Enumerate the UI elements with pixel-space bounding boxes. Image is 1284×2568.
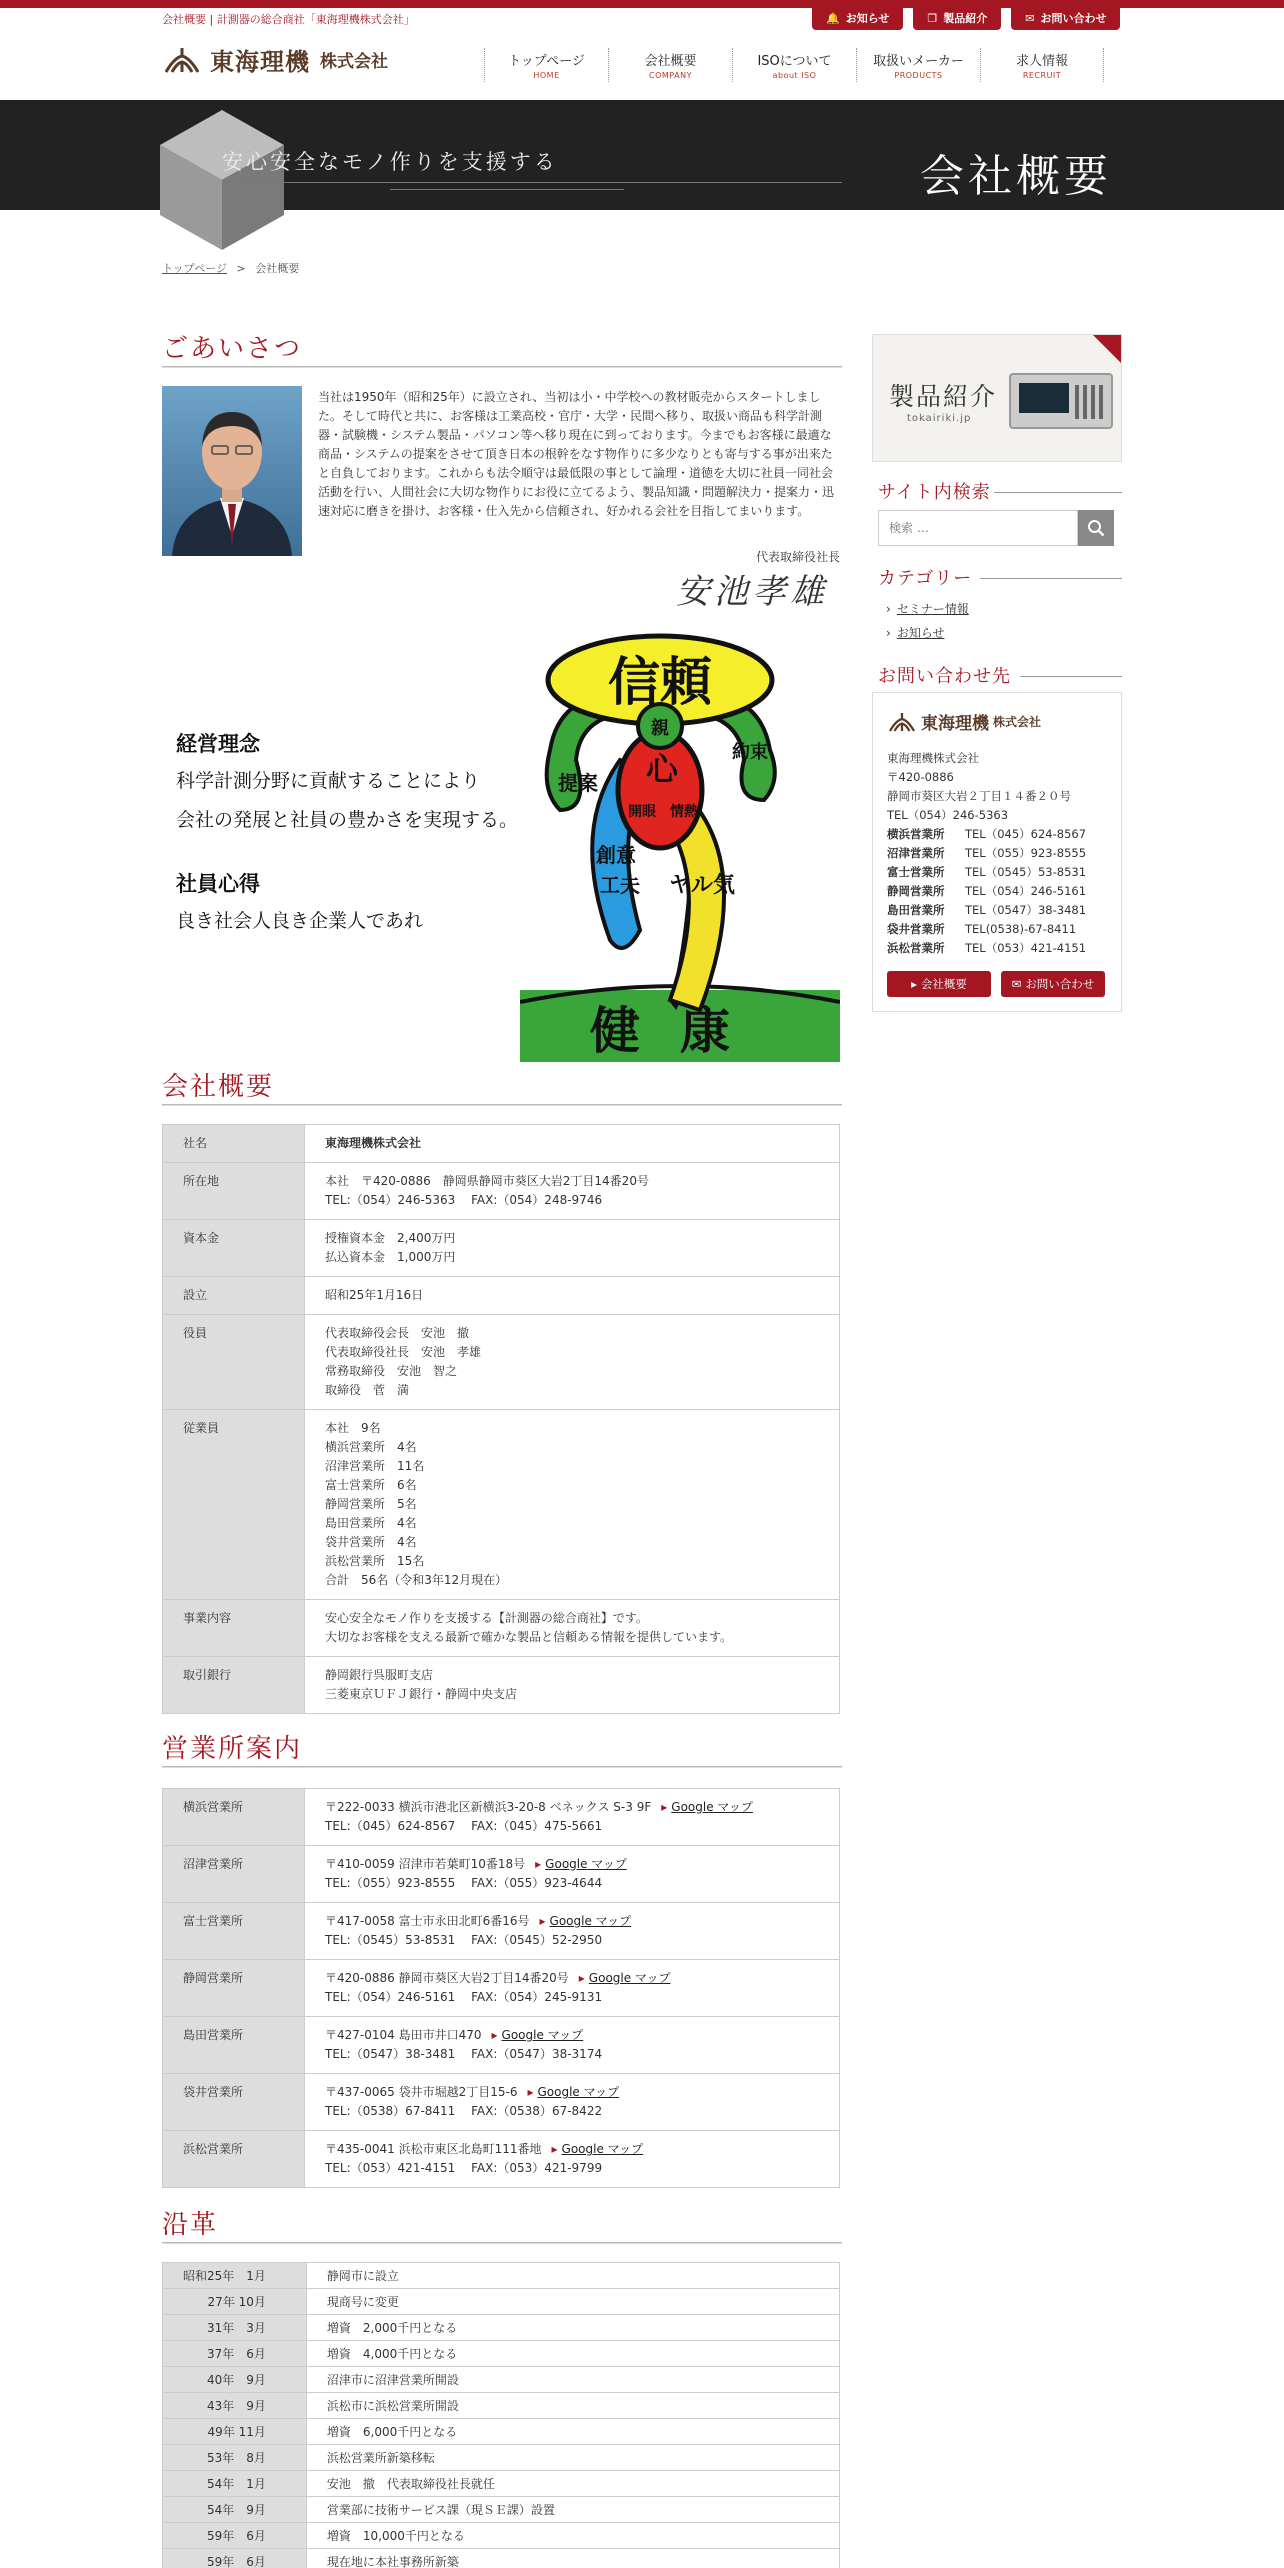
overview-value-line: 払込資本金 1,000万円 bbox=[325, 1250, 456, 1264]
overview-value-line: 浜松営業所 15名 bbox=[325, 1554, 425, 1568]
overview-value bbox=[305, 1125, 840, 1163]
contact-heading: お問い合わせ先 bbox=[878, 666, 1011, 687]
overview-row bbox=[163, 1163, 840, 1220]
instrument-icon bbox=[1009, 373, 1113, 429]
google-map-link[interactable]: ▸ Google マップ bbox=[492, 2028, 584, 2042]
art-word-kufu: 工夫 bbox=[600, 873, 640, 897]
overview-table bbox=[162, 1124, 840, 1714]
overview-value bbox=[305, 1277, 840, 1315]
banner-corner bbox=[1093, 335, 1121, 363]
branch-name: 袋井営業所 bbox=[887, 922, 945, 936]
logo-mark-icon bbox=[162, 46, 202, 74]
office-address-line bbox=[325, 1912, 819, 1931]
contact-details: 東海理機株式会社 〒420-0886 静岡市葵区大岩２丁目１４番２０号 TEL（054）246-5363 横浜営業所 TEL（045）624-8567 沼津営業所 TEL（055）923-8555 富士営業所 TEL（0545）53-8531 静岡営業所 TEL（054）246-5161 島田営業所 TEL（0547）38-3481 袋井営業所 TEL(0538)-67-8411 浜松営業所 TEL（053）421-4151 bbox=[887, 749, 1086, 958]
site-logo[interactable]: 東海理機 株式会社 bbox=[162, 42, 388, 77]
bell-icon: 🔔 bbox=[826, 11, 840, 25]
office-address: 〒437-0065 袋井市堀越2丁目15-6 bbox=[325, 2085, 518, 2099]
office-tel: TEL:（0545）53-8531 FAX:（0545）52-2950 bbox=[325, 1933, 603, 1947]
mail-icon: ✉ bbox=[1025, 11, 1035, 25]
overview-value-line: 本社 9名 bbox=[325, 1421, 381, 1435]
overview-value-line: 静岡営業所 5名 bbox=[325, 1497, 417, 1511]
history-year: 59年 6月 bbox=[163, 2549, 307, 2568]
art-head-word: 信頼 bbox=[607, 652, 713, 713]
history-event: 増資 2,000千円となる bbox=[306, 2315, 839, 2341]
hero-tagline: 安心安全なモノ作りを支援する bbox=[222, 150, 558, 174]
overview-label: 役員 bbox=[163, 1315, 305, 1410]
quick-links bbox=[812, 6, 1120, 30]
office-row bbox=[163, 2017, 840, 2074]
branch-row bbox=[887, 825, 1086, 844]
overview-label: 設立 bbox=[163, 1277, 305, 1315]
branch-name: 富士営業所 bbox=[887, 865, 945, 879]
art-word-teian: 提案 bbox=[558, 771, 598, 795]
branch-tel: TEL（053）421-4151 bbox=[965, 941, 1087, 955]
search-input[interactable] bbox=[878, 510, 1078, 546]
office-row bbox=[163, 1846, 840, 1903]
contact-logo: 東海理機 株式会社 bbox=[887, 709, 1041, 734]
overview-value-line: 島田営業所 4名 bbox=[325, 1516, 417, 1530]
history-year: 27年 10月 bbox=[163, 2289, 307, 2315]
history-event: 営業部に技術サービス課（現ＳＥ課）設置 bbox=[306, 2497, 839, 2523]
office-label: 島田営業所 bbox=[163, 2017, 305, 2074]
office-address-line bbox=[325, 2026, 819, 2045]
office-row bbox=[163, 2074, 840, 2131]
office-tel: TEL:（0547）38-3481 FAX:（0547）38-3174 bbox=[325, 2047, 603, 2061]
nav-company[interactable]: 会社概要 COMPANY bbox=[608, 48, 732, 82]
office-address: 〒410-0059 沼津市若葉町10番18号 bbox=[325, 1857, 526, 1871]
history-year: 53年 8月 bbox=[163, 2445, 307, 2471]
branch-row bbox=[887, 920, 1086, 939]
breadcrumb-home[interactable]: トップページ bbox=[162, 262, 228, 275]
hero-divider-short bbox=[390, 189, 624, 190]
nav-recruit[interactable]: 求人情報 RECRUIT bbox=[980, 48, 1104, 82]
cube-graphic-icon bbox=[160, 110, 284, 250]
history-year: 54年 1月 bbox=[163, 2471, 307, 2497]
overview-value-line: 取締役 菅 満 bbox=[325, 1383, 410, 1397]
history-row bbox=[163, 2315, 840, 2341]
greeting-text: 当社は1950年（昭和25年）に設立され、当初は小・中学校への教材販売からスタートしました。そして時代と共に、お客様は工業高校・官庁・大学・民間へ移り、取扱い商品も科学計測器・試験機・システム製品・パソコン等へ移り現在に到っております。今までもお客様に最適な商品・システムの提案をさせて頂き日本の根幹をなす物作りに多少なりとも寄与する事が出来たと自負しております。これからも法令順守は最低限の事として論理・道徳を大切に社員一同社会活動を行い、人間社会に大切な物作りにお役に立てるよう、製品知識・問題解決力・提案力・迅速対応に磨きを掛け、お客様・仕入先から信頼され、好かれる会社を目指してまいります。 bbox=[318, 390, 835, 518]
office-row bbox=[163, 1789, 840, 1846]
overview-label: 事業内容 bbox=[163, 1600, 305, 1657]
branch-tel: TEL(0538)-67-8411 bbox=[965, 922, 1077, 936]
president-signature: 安池孝雄 bbox=[676, 572, 828, 612]
office-tel: TEL:（0538）67-8411 FAX:（0538）67-8422 bbox=[325, 2104, 603, 2118]
office-address: 〒420-0886 静岡市葵区大岩2丁目14番20号 bbox=[325, 1971, 569, 1985]
history-row bbox=[163, 2263, 840, 2289]
heading-line bbox=[980, 578, 1122, 579]
history-event: 浜松営業所新築移転 bbox=[306, 2445, 839, 2471]
branch-tel: TEL（045）624-8567 bbox=[965, 827, 1087, 841]
google-map-link[interactable]: ▸ Google マップ bbox=[540, 1914, 632, 1928]
office-label: 富士営業所 bbox=[163, 1903, 305, 1960]
global-nav bbox=[484, 48, 1104, 82]
window-icon: ❐ bbox=[927, 11, 938, 25]
branch-row bbox=[887, 863, 1086, 882]
office-value bbox=[305, 1789, 840, 1846]
office-value bbox=[305, 1960, 840, 2017]
google-map-link[interactable]: ▸ Google マップ bbox=[552, 2142, 644, 2156]
history-row bbox=[163, 2393, 840, 2419]
history-row bbox=[163, 2497, 840, 2523]
products-button[interactable]: ❐ 製品紹介 bbox=[913, 6, 1001, 30]
branch-tel: TEL（055）923-8555 bbox=[965, 846, 1087, 860]
category-seminar[interactable]: › セミナー情報 bbox=[886, 600, 969, 617]
overview-value bbox=[305, 1410, 840, 1600]
breadcrumb: トップページ > 会社概要 bbox=[162, 262, 300, 275]
overview-value-line: 三菱東京ＵＦＪ銀行・静岡中央支店 bbox=[325, 1687, 518, 1701]
heading-line bbox=[994, 492, 1122, 493]
branch-name: 島田営業所 bbox=[887, 903, 945, 917]
branch-row bbox=[887, 901, 1086, 920]
overview-value-line: 富士営業所 6名 bbox=[325, 1478, 417, 1492]
president-photo bbox=[162, 386, 302, 556]
office-address: 〒427-0104 島田市井口470 bbox=[325, 2028, 482, 2042]
breadcrumb-current: 会社概要 bbox=[255, 262, 300, 275]
overview-row bbox=[163, 1600, 840, 1657]
office-label: 袋井営業所 bbox=[163, 2074, 305, 2131]
philosophy-line-2: 会社の発展と社員の豊かさを実現する。 bbox=[176, 809, 519, 831]
heading-line bbox=[1020, 676, 1122, 677]
overview-value-line: 本社 〒420-0886 静岡県静岡市葵区大岩2丁目14番20号 bbox=[325, 1174, 649, 1188]
history-row bbox=[163, 2549, 840, 2568]
section-rule bbox=[162, 366, 842, 368]
overview-value-line: 代表取締役社長 安池 孝雄 bbox=[325, 1345, 482, 1359]
art-word-kenko: 健康 bbox=[590, 1001, 770, 1060]
greeting-heading: ごあいさつ bbox=[162, 334, 303, 364]
office-address-line bbox=[325, 2083, 819, 2102]
branch-name: 静岡営業所 bbox=[887, 884, 945, 898]
overview-value bbox=[305, 1220, 840, 1277]
history-row bbox=[163, 2471, 840, 2497]
office-row bbox=[163, 1903, 840, 1960]
history-row bbox=[163, 2289, 840, 2315]
office-label: 横浜営業所 bbox=[163, 1789, 305, 1846]
site-tagline: 会社概要 | 計測器の総合商社「東海理機株式会社」 bbox=[162, 13, 415, 26]
section-rule bbox=[162, 2242, 842, 2244]
overview-value-line: 代表取締役会長 安池 撤 bbox=[325, 1326, 470, 1340]
search-button[interactable] bbox=[1078, 510, 1114, 546]
sidebar-contact-button[interactable]: ✉ お問い合わせ bbox=[1001, 971, 1105, 997]
sidebar-company-button[interactable]: ▸ 会社概要 bbox=[887, 971, 991, 997]
office-value bbox=[305, 1846, 840, 1903]
office-address-line bbox=[325, 1855, 819, 1874]
overview-row bbox=[163, 1220, 840, 1277]
history-row bbox=[163, 2419, 840, 2445]
president-title: 代表取締役社長 bbox=[755, 550, 840, 564]
overview-row bbox=[163, 1657, 840, 1714]
art-word-kokoro: 心 bbox=[645, 750, 679, 788]
history-year: 54年 9月 bbox=[163, 2497, 307, 2523]
google-map-link[interactable]: ▸ Google マップ bbox=[527, 2085, 619, 2099]
overview-value-line: 東海理機株式会社 bbox=[325, 1136, 422, 1150]
history-event: 現在地に本社事務所新築 bbox=[306, 2549, 839, 2568]
office-row bbox=[163, 2131, 840, 2188]
history-event: 安池 撤 代表取締役社長就任 bbox=[306, 2471, 839, 2497]
overview-value-line: 静岡銀行呉服町支店 bbox=[325, 1668, 434, 1682]
overview-label: 取引銀行 bbox=[163, 1657, 305, 1714]
office-label: 沼津営業所 bbox=[163, 1846, 305, 1903]
branch-row bbox=[887, 882, 1086, 901]
overview-label: 資本金 bbox=[163, 1220, 305, 1277]
office-value bbox=[305, 2074, 840, 2131]
overview-value bbox=[305, 1163, 840, 1220]
history-year: 昭和25年 1月 bbox=[163, 2263, 307, 2289]
office-value bbox=[305, 2131, 840, 2188]
branch-row bbox=[887, 939, 1086, 958]
category-heading: カテゴリー bbox=[878, 568, 973, 589]
history-heading: 沿革 bbox=[162, 2210, 219, 2240]
history-row bbox=[163, 2367, 840, 2393]
history-row bbox=[163, 2341, 840, 2367]
art-word-yaruki: ヤル気 bbox=[669, 872, 735, 898]
history-row bbox=[163, 2445, 840, 2471]
art-word-oya: 親 bbox=[651, 718, 669, 739]
history-event: 浜松市に浜松営業所開設 bbox=[306, 2393, 839, 2419]
google-map-link[interactable]: ▸ Google マップ bbox=[661, 1800, 753, 1814]
hero-divider bbox=[244, 182, 842, 183]
office-address-line bbox=[325, 1969, 819, 1988]
overview-value-line: TEL:（054）246-5363 FAX:（054）248-9746 bbox=[325, 1193, 603, 1207]
history-event: 増資 4,000千円となる bbox=[306, 2341, 839, 2367]
overview-value bbox=[305, 1315, 840, 1410]
office-tel: TEL:（045）624-8567 FAX:（045）475-5661 bbox=[325, 1819, 603, 1833]
history-event: 増資 6,000千円となる bbox=[306, 2419, 839, 2445]
overview-value-line: 大切なお客様を支える最新で確かな製品と信頼ある情報を提供しています。 bbox=[325, 1630, 733, 1644]
history-event: 増資 10,000千円となる bbox=[306, 2523, 839, 2549]
branch-row bbox=[887, 844, 1086, 863]
history-year: 31年 3月 bbox=[163, 2315, 307, 2341]
news-button[interactable]: 🔔 お知らせ bbox=[812, 6, 903, 30]
history-event: 静岡市に設立 bbox=[306, 2263, 839, 2289]
overview-value-line: 昭和25年1月16日 bbox=[325, 1288, 424, 1302]
history-year: 40年 9月 bbox=[163, 2367, 307, 2393]
overview-value-line: 合計 56名（令和3年12月現在） bbox=[325, 1573, 508, 1587]
branch-tel: TEL（054）246-5161 bbox=[965, 884, 1087, 898]
overview-value bbox=[305, 1657, 840, 1714]
office-tel: TEL:（053）421-4151 FAX:（053）421-9799 bbox=[325, 2161, 603, 2175]
office-address: 〒417-0058 富士市永田北町6番16号 bbox=[325, 1914, 530, 1928]
employee-creed-text: 良き社会人良き企業人であれ bbox=[176, 910, 424, 932]
art-word-kaigan: 開眼 bbox=[628, 804, 656, 820]
office-value bbox=[305, 2017, 840, 2074]
branch-name: 横浜営業所 bbox=[887, 827, 945, 841]
office-label: 静岡営業所 bbox=[163, 1960, 305, 2017]
office-value bbox=[305, 1903, 840, 1960]
portrait-icon bbox=[162, 386, 302, 556]
overview-label: 所在地 bbox=[163, 1163, 305, 1220]
office-tel: TEL:（054）246-5161 FAX:（054）245-9131 bbox=[325, 1990, 603, 2004]
history-event: 現商号に変更 bbox=[306, 2289, 839, 2315]
mail-icon: ✉ bbox=[1011, 977, 1022, 991]
overview-row bbox=[163, 1125, 840, 1163]
overview-value-line: 袋井営業所 4名 bbox=[325, 1535, 417, 1549]
section-rule bbox=[162, 1766, 842, 1768]
google-map-link[interactable]: ▸ Google マップ bbox=[579, 1971, 671, 1985]
overview-value-line: 安心安全なモノ作りを支援する【計測器の総合商社】です。 bbox=[325, 1611, 648, 1625]
section-rule bbox=[162, 1104, 842, 1106]
branch-tel: TEL（0545）53-8531 bbox=[965, 865, 1087, 879]
overview-value bbox=[305, 1600, 840, 1657]
overview-row bbox=[163, 1410, 840, 1600]
overview-value-line: 横浜営業所 4名 bbox=[325, 1440, 417, 1454]
contact-box bbox=[872, 692, 1122, 1012]
art-word-yakusoku: 約束 bbox=[732, 742, 768, 763]
caret-right-icon: ▸ bbox=[911, 977, 917, 991]
logo-mark-icon bbox=[887, 711, 917, 733]
history-year: 59年 6月 bbox=[163, 2523, 307, 2549]
office-address-line bbox=[325, 1798, 819, 1817]
art-word-soi: 創意 bbox=[596, 843, 636, 867]
history-event: 沼津市に沼津営業所開設 bbox=[306, 2367, 839, 2393]
office-row bbox=[163, 1960, 840, 2017]
nav-iso[interactable]: ISOについて about ISO bbox=[732, 48, 856, 82]
philosophy-line-1: 科学計測分野に貢献することにより bbox=[176, 770, 481, 792]
overview-value-line: 沼津営業所 11名 bbox=[325, 1459, 425, 1473]
overview-value-line: 授権資本金 2,400万円 bbox=[325, 1231, 456, 1245]
branch-name: 浜松営業所 bbox=[887, 941, 945, 955]
office-address-line bbox=[325, 2140, 819, 2159]
office-tel: TEL:（055）923-8555 FAX:（055）923-4644 bbox=[325, 1876, 603, 1890]
overview-row bbox=[163, 1277, 840, 1315]
nav-home[interactable]: トップページ HOME bbox=[484, 48, 608, 82]
search-icon bbox=[1087, 519, 1105, 537]
overview-label: 従業員 bbox=[163, 1410, 305, 1600]
office-address: 〒435-0041 浜松市東区北島町111番地 bbox=[325, 2142, 542, 2156]
office-address: 〒222-0033 横浜市港北区新横浜3-20-8 ベネックス S-3 9F bbox=[325, 1800, 652, 1814]
history-year: 37年 6月 bbox=[163, 2341, 307, 2367]
history-row bbox=[163, 2523, 840, 2549]
nav-products[interactable]: 取扱いメーカー PRODUCTS bbox=[856, 48, 980, 82]
branch-name: 沼津営業所 bbox=[887, 846, 945, 860]
offices-heading: 営業所案内 bbox=[162, 1734, 303, 1764]
art-word-jonetsu: 情熱 bbox=[670, 804, 698, 820]
mascot-artwork bbox=[520, 630, 840, 1062]
search-heading: サイト内検索 bbox=[878, 482, 991, 503]
offices-table bbox=[162, 1788, 840, 2188]
google-map-link[interactable]: ▸ Google マップ bbox=[535, 1857, 627, 1871]
page-title: 会社概要 bbox=[920, 151, 1112, 202]
contact-button[interactable]: ✉ お問い合わせ bbox=[1011, 6, 1120, 30]
history-year: 43年 9月 bbox=[163, 2393, 307, 2419]
office-label: 浜松営業所 bbox=[163, 2131, 305, 2188]
history-table bbox=[162, 2262, 840, 2568]
employee-creed-heading: 社員心得 bbox=[176, 872, 260, 896]
history-year: 49年 11月 bbox=[163, 2419, 307, 2445]
philosophy-heading: 経営理念 bbox=[176, 732, 260, 756]
overview-heading: 会社概要 bbox=[162, 1072, 275, 1102]
product-banner[interactable]: 製品紹介 tokairiki.jp bbox=[872, 334, 1122, 462]
overview-value-line: 常務取締役 安池 智之 bbox=[325, 1364, 458, 1378]
branch-tel: TEL（0547）38-3481 bbox=[965, 903, 1087, 917]
overview-label: 社名 bbox=[163, 1125, 305, 1163]
overview-row bbox=[163, 1315, 840, 1410]
category-news[interactable]: › お知らせ bbox=[886, 624, 944, 641]
